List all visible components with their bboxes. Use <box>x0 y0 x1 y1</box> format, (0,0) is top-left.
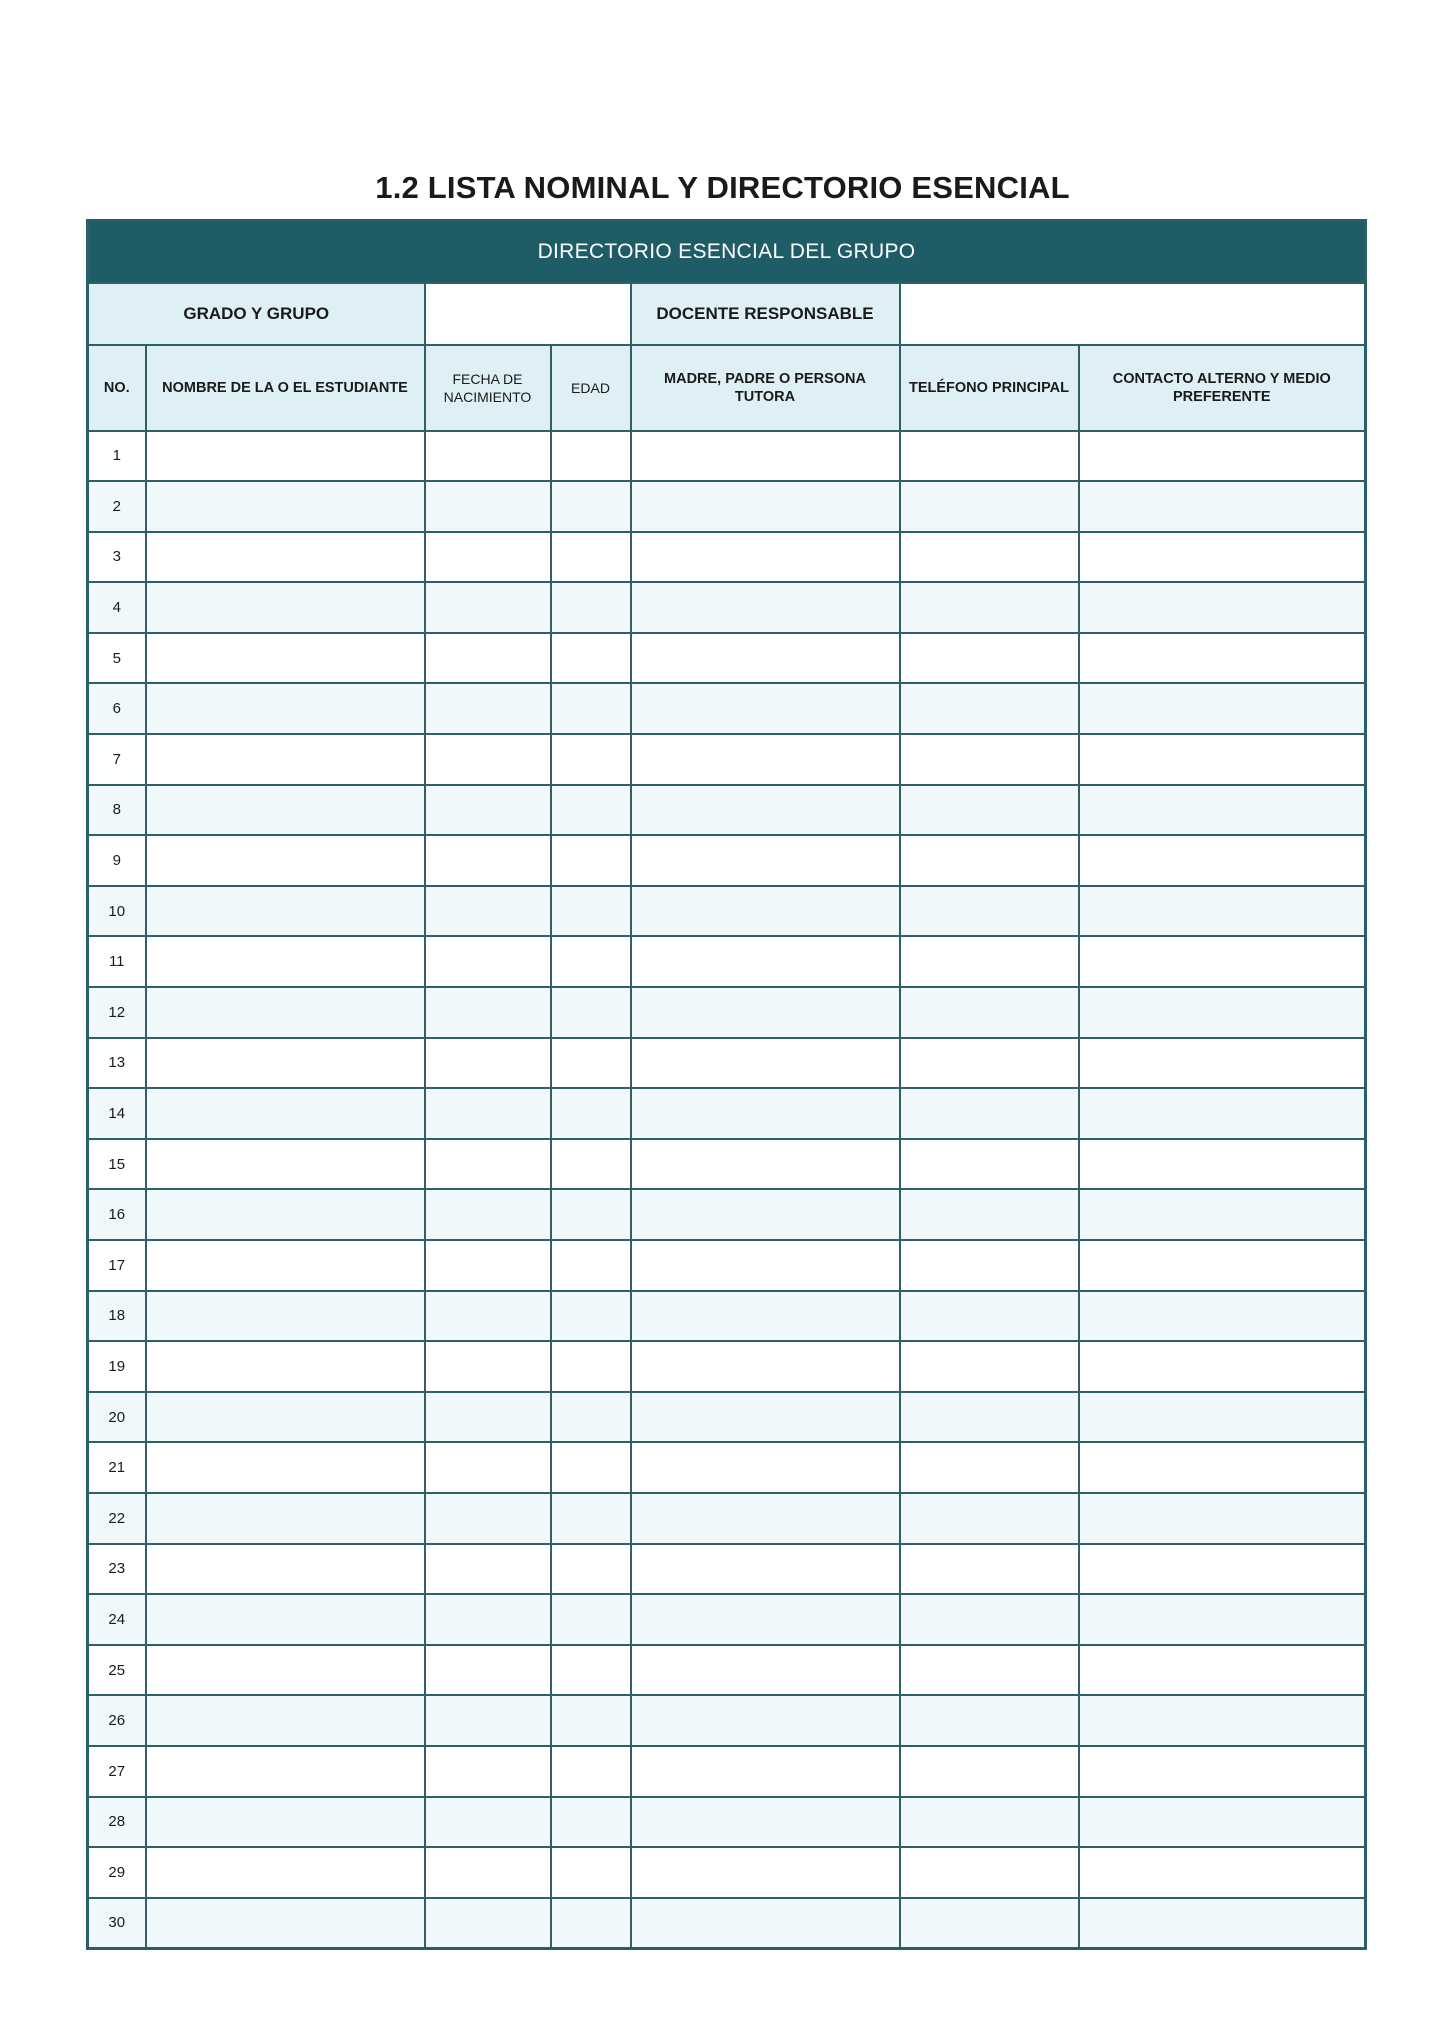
column-header-guardian: MADRE, PADRE O PERSONA TUTORA <box>631 345 900 431</box>
birth-date-cell[interactable] <box>425 1038 551 1089</box>
phone-cell[interactable] <box>900 431 1079 482</box>
row-number: 21 <box>88 1442 146 1493</box>
alt-contact-cell[interactable] <box>1079 431 1366 482</box>
row-number: 10 <box>88 886 146 937</box>
alt-contact-cell[interactable] <box>1079 1847 1366 1898</box>
alt-contact-cell[interactable] <box>1079 1139 1366 1190</box>
guardian-cell[interactable] <box>631 1240 900 1291</box>
row-number: 23 <box>88 1544 146 1595</box>
birth-date-cell[interactable] <box>425 633 551 684</box>
table-row <box>88 582 1366 633</box>
student-name-cell[interactable] <box>146 1594 425 1645</box>
birth-date-cell[interactable] <box>425 1594 551 1645</box>
birth-date-cell[interactable] <box>425 1746 551 1797</box>
student-name-cell[interactable] <box>146 1645 425 1696</box>
guardian-cell[interactable] <box>631 683 900 734</box>
table-row <box>88 1797 1366 1848</box>
column-header-birth-date: FECHA DE NACIMIENTO <box>425 345 551 431</box>
row-number: 11 <box>88 936 146 987</box>
table-row <box>88 987 1366 1038</box>
guardian-cell[interactable] <box>631 1746 900 1797</box>
student-name-cell[interactable] <box>146 1746 425 1797</box>
birth-date-cell[interactable] <box>425 1797 551 1848</box>
birth-date-cell[interactable] <box>425 987 551 1038</box>
birth-date-cell[interactable] <box>425 1442 551 1493</box>
row-number: 8 <box>88 785 146 836</box>
birth-date-cell[interactable] <box>425 431 551 482</box>
alt-contact-cell[interactable] <box>1079 1898 1366 1949</box>
table-row <box>88 785 1366 836</box>
birth-date-cell[interactable] <box>425 1847 551 1898</box>
phone-cell[interactable] <box>900 1493 1079 1544</box>
phone-cell[interactable] <box>900 1291 1079 1342</box>
guardian-cell[interactable] <box>631 1442 900 1493</box>
alt-contact-cell[interactable] <box>1079 683 1366 734</box>
alt-contact-cell[interactable] <box>1079 1594 1366 1645</box>
row-number: 18 <box>88 1291 146 1342</box>
guardian-cell[interactable] <box>631 886 900 937</box>
table-row <box>88 886 1366 937</box>
guardian-cell[interactable] <box>631 582 900 633</box>
student-name-cell[interactable] <box>146 1544 425 1595</box>
phone-cell[interactable] <box>900 683 1079 734</box>
age-cell[interactable] <box>551 1139 631 1190</box>
student-name-cell[interactable] <box>146 936 425 987</box>
alt-contact-cell[interactable] <box>1079 633 1366 684</box>
student-name-cell[interactable] <box>146 1038 425 1089</box>
table-row <box>88 1594 1366 1645</box>
phone-cell[interactable] <box>900 633 1079 684</box>
student-name-cell[interactable] <box>146 1442 425 1493</box>
birth-date-cell[interactable] <box>425 785 551 836</box>
age-cell[interactable] <box>551 633 631 684</box>
table-row <box>88 1291 1366 1342</box>
row-number: 27 <box>88 1746 146 1797</box>
age-cell[interactable] <box>551 1493 631 1544</box>
alt-contact-cell[interactable] <box>1079 835 1366 886</box>
table-row <box>88 1746 1366 1797</box>
guardian-cell[interactable] <box>631 734 900 785</box>
birth-date-cell[interactable] <box>425 734 551 785</box>
phone-cell[interactable] <box>900 1695 1079 1746</box>
guardian-cell[interactable] <box>631 835 900 886</box>
row-number: 5 <box>88 633 146 684</box>
column-header-no: NO. <box>88 345 146 431</box>
directory-banner: DIRECTORIO ESENCIAL DEL GRUPO <box>88 221 1366 283</box>
birth-date-cell[interactable] <box>425 1493 551 1544</box>
row-number: 9 <box>88 835 146 886</box>
age-cell[interactable] <box>551 582 631 633</box>
alt-contact-cell[interactable] <box>1079 582 1366 633</box>
guardian-cell[interactable] <box>631 1493 900 1544</box>
table-row <box>88 835 1366 886</box>
birth-date-cell[interactable] <box>425 1088 551 1139</box>
table-row <box>88 1645 1366 1696</box>
alt-contact-cell[interactable] <box>1079 1442 1366 1493</box>
row-number: 29 <box>88 1847 146 1898</box>
birth-date-cell[interactable] <box>425 886 551 937</box>
teacher-label: DOCENTE RESPONSABLE <box>631 283 900 345</box>
student-name-cell[interactable] <box>146 1847 425 1898</box>
phone-cell[interactable] <box>900 1442 1079 1493</box>
student-name-cell[interactable] <box>146 886 425 937</box>
column-header-alt-contact: CONTACTO ALTERNO Y MEDIO PREFERENTE <box>1079 345 1366 431</box>
student-name-cell[interactable] <box>146 1695 425 1746</box>
student-name-cell[interactable] <box>146 734 425 785</box>
student-name-cell[interactable] <box>146 532 425 583</box>
row-number: 4 <box>88 582 146 633</box>
table-row <box>88 1038 1366 1089</box>
guardian-cell[interactable] <box>631 532 900 583</box>
birth-date-cell[interactable] <box>425 1240 551 1291</box>
age-cell[interactable] <box>551 1898 631 1949</box>
table-row <box>88 1544 1366 1595</box>
alt-contact-cell[interactable] <box>1079 785 1366 836</box>
age-cell[interactable] <box>551 1847 631 1898</box>
phone-cell[interactable] <box>900 1898 1079 1949</box>
student-name-cell[interactable] <box>146 633 425 684</box>
table-row <box>88 1088 1366 1139</box>
row-number: 26 <box>88 1695 146 1746</box>
student-name-cell[interactable] <box>146 1797 425 1848</box>
alt-contact-cell[interactable] <box>1079 1291 1366 1342</box>
age-cell[interactable] <box>551 1594 631 1645</box>
page-title: 1.2 LISTA NOMINAL Y DIRECTORIO ESENCIAL <box>375 170 1070 205</box>
birth-date-cell[interactable] <box>425 1392 551 1443</box>
phone-cell[interactable] <box>900 1746 1079 1797</box>
age-cell[interactable] <box>551 785 631 836</box>
alt-contact-cell[interactable] <box>1079 1088 1366 1139</box>
birth-date-cell[interactable] <box>425 582 551 633</box>
table-row <box>88 1341 1366 1392</box>
age-cell[interactable] <box>551 1544 631 1595</box>
row-number: 15 <box>88 1139 146 1190</box>
row-number: 1 <box>88 431 146 482</box>
student-name-cell[interactable] <box>146 1898 425 1949</box>
phone-cell[interactable] <box>900 1594 1079 1645</box>
student-name-cell[interactable] <box>146 683 425 734</box>
birth-date-cell[interactable] <box>425 1645 551 1696</box>
table-row <box>88 1493 1366 1544</box>
age-cell[interactable] <box>551 1797 631 1848</box>
student-name-cell[interactable] <box>146 1392 425 1443</box>
birth-date-cell[interactable] <box>425 532 551 583</box>
guardian-cell[interactable] <box>631 481 900 532</box>
guardian-cell[interactable] <box>631 1898 900 1949</box>
phone-cell[interactable] <box>900 532 1079 583</box>
student-name-cell[interactable] <box>146 987 425 1038</box>
alt-contact-cell[interactable] <box>1079 1341 1366 1392</box>
phone-cell[interactable] <box>900 1797 1079 1848</box>
guardian-cell[interactable] <box>631 1139 900 1190</box>
guardian-cell[interactable] <box>631 431 900 482</box>
row-number: 12 <box>88 987 146 1038</box>
table-row <box>88 1695 1366 1746</box>
column-header-student-name: NOMBRE DE LA O EL ESTUDIANTE <box>146 345 425 431</box>
guardian-cell[interactable] <box>631 1645 900 1696</box>
row-number: 13 <box>88 1038 146 1089</box>
guardian-cell[interactable] <box>631 1291 900 1342</box>
table-row <box>88 481 1366 532</box>
phone-cell[interactable] <box>900 886 1079 937</box>
row-number: 17 <box>88 1240 146 1291</box>
table-row <box>88 1240 1366 1291</box>
guardian-cell[interactable] <box>631 1038 900 1089</box>
age-cell[interactable] <box>551 431 631 482</box>
age-cell[interactable] <box>551 481 631 532</box>
row-number: 3 <box>88 532 146 583</box>
row-number: 24 <box>88 1594 146 1645</box>
phone-cell[interactable] <box>900 734 1079 785</box>
alt-contact-cell[interactable] <box>1079 1240 1366 1291</box>
row-number: 7 <box>88 734 146 785</box>
age-cell[interactable] <box>551 734 631 785</box>
table-row <box>88 431 1366 482</box>
student-name-cell[interactable] <box>146 1291 425 1342</box>
guardian-cell[interactable] <box>631 1341 900 1392</box>
age-cell[interactable] <box>551 1695 631 1746</box>
student-name-cell[interactable] <box>146 431 425 482</box>
table-row <box>88 633 1366 684</box>
birth-date-cell[interactable] <box>425 1544 551 1595</box>
age-cell[interactable] <box>551 1240 631 1291</box>
age-cell[interactable] <box>551 1392 631 1443</box>
birth-date-cell[interactable] <box>425 481 551 532</box>
phone-cell[interactable] <box>900 1139 1079 1190</box>
alt-contact-cell[interactable] <box>1079 1645 1366 1696</box>
birth-date-cell[interactable] <box>425 936 551 987</box>
grade-group-field[interactable] <box>425 283 631 345</box>
phone-cell[interactable] <box>900 1645 1079 1696</box>
table-row <box>88 1392 1366 1443</box>
alt-contact-cell[interactable] <box>1079 1189 1366 1240</box>
table-row <box>88 936 1366 987</box>
age-cell[interactable] <box>551 886 631 937</box>
birth-date-cell[interactable] <box>425 1898 551 1949</box>
guardian-cell[interactable] <box>631 785 900 836</box>
student-name-cell[interactable] <box>146 1240 425 1291</box>
alt-contact-cell[interactable] <box>1079 1392 1366 1443</box>
student-name-cell[interactable] <box>146 1341 425 1392</box>
alt-contact-cell[interactable] <box>1079 886 1366 937</box>
phone-cell[interactable] <box>900 1392 1079 1443</box>
row-number: 28 <box>88 1797 146 1848</box>
age-cell[interactable] <box>551 1746 631 1797</box>
guardian-cell[interactable] <box>631 1189 900 1240</box>
age-cell[interactable] <box>551 987 631 1038</box>
phone-cell[interactable] <box>900 1189 1079 1240</box>
age-cell[interactable] <box>551 1442 631 1493</box>
table-row <box>88 1442 1366 1493</box>
row-number: 6 <box>88 683 146 734</box>
alt-contact-cell[interactable] <box>1079 1695 1366 1746</box>
student-name-cell[interactable] <box>146 1088 425 1139</box>
row-number: 30 <box>88 1898 146 1949</box>
row-number: 25 <box>88 1645 146 1696</box>
guardian-cell[interactable] <box>631 1088 900 1139</box>
phone-cell[interactable] <box>900 987 1079 1038</box>
guardian-cell[interactable] <box>631 1392 900 1443</box>
phone-cell[interactable] <box>900 1341 1079 1392</box>
phone-cell[interactable] <box>900 1088 1079 1139</box>
age-cell[interactable] <box>551 1645 631 1696</box>
age-cell[interactable] <box>551 835 631 886</box>
alt-contact-cell[interactable] <box>1079 734 1366 785</box>
row-number: 20 <box>88 1392 146 1443</box>
table-row <box>88 532 1366 583</box>
birth-date-cell[interactable] <box>425 1341 551 1392</box>
guardian-cell[interactable] <box>631 633 900 684</box>
age-cell[interactable] <box>551 1341 631 1392</box>
phone-cell[interactable] <box>900 1544 1079 1595</box>
birth-date-cell[interactable] <box>425 683 551 734</box>
birth-date-cell[interactable] <box>425 1291 551 1342</box>
birth-date-cell[interactable] <box>425 835 551 886</box>
age-cell[interactable] <box>551 1038 631 1089</box>
student-name-cell[interactable] <box>146 835 425 886</box>
row-number: 19 <box>88 1341 146 1392</box>
phone-cell[interactable] <box>900 936 1079 987</box>
directory-table <box>86 219 1367 1950</box>
alt-contact-cell[interactable] <box>1079 1544 1366 1595</box>
birth-date-cell[interactable] <box>425 1695 551 1746</box>
guardian-cell[interactable] <box>631 936 900 987</box>
row-number: 16 <box>88 1189 146 1240</box>
row-number: 22 <box>88 1493 146 1544</box>
student-name-cell[interactable] <box>146 1139 425 1190</box>
student-name-cell[interactable] <box>146 481 425 532</box>
row-number: 14 <box>88 1088 146 1139</box>
column-header-phone: TELÉFONO PRINCIPAL <box>900 345 1079 431</box>
guardian-cell[interactable] <box>631 987 900 1038</box>
student-name-cell[interactable] <box>146 1493 425 1544</box>
teacher-field[interactable] <box>900 283 1366 345</box>
table-row <box>88 683 1366 734</box>
age-cell[interactable] <box>551 1291 631 1342</box>
alt-contact-cell[interactable] <box>1079 987 1366 1038</box>
student-name-cell[interactable] <box>146 582 425 633</box>
phone-cell[interactable] <box>900 835 1079 886</box>
table-row <box>88 1189 1366 1240</box>
guardian-cell[interactable] <box>631 1847 900 1898</box>
table-row <box>88 1139 1366 1190</box>
alt-contact-cell[interactable] <box>1079 1746 1366 1797</box>
birth-date-cell[interactable] <box>425 1139 551 1190</box>
guardian-cell[interactable] <box>631 1594 900 1645</box>
age-cell[interactable] <box>551 1088 631 1139</box>
guardian-cell[interactable] <box>631 1695 900 1746</box>
table-row <box>88 1898 1366 1949</box>
alt-contact-cell[interactable] <box>1079 532 1366 583</box>
phone-cell[interactable] <box>900 1038 1079 1089</box>
table-row <box>88 734 1366 785</box>
phone-cell[interactable] <box>900 1240 1079 1291</box>
guardian-cell[interactable] <box>631 1544 900 1595</box>
age-cell[interactable] <box>551 532 631 583</box>
phone-cell[interactable] <box>900 785 1079 836</box>
alt-contact-cell[interactable] <box>1079 1493 1366 1544</box>
alt-contact-cell[interactable] <box>1079 481 1366 532</box>
column-header-age: EDAD <box>551 345 631 431</box>
row-number: 2 <box>88 481 146 532</box>
age-cell[interactable] <box>551 936 631 987</box>
age-cell[interactable] <box>551 1189 631 1240</box>
alt-contact-cell[interactable] <box>1079 1797 1366 1848</box>
guardian-cell[interactable] <box>631 1797 900 1848</box>
birth-date-cell[interactable] <box>425 1189 551 1240</box>
grade-group-label: GRADO Y GRUPO <box>88 283 425 345</box>
phone-cell[interactable] <box>900 582 1079 633</box>
column-header-row <box>88 345 1366 431</box>
table-row <box>88 1847 1366 1898</box>
alt-contact-cell[interactable] <box>1079 936 1366 987</box>
student-name-cell[interactable] <box>146 785 425 836</box>
alt-contact-cell[interactable] <box>1079 1038 1366 1089</box>
age-cell[interactable] <box>551 683 631 734</box>
student-name-cell[interactable] <box>146 1189 425 1240</box>
phone-cell[interactable] <box>900 1847 1079 1898</box>
phone-cell[interactable] <box>900 481 1079 532</box>
